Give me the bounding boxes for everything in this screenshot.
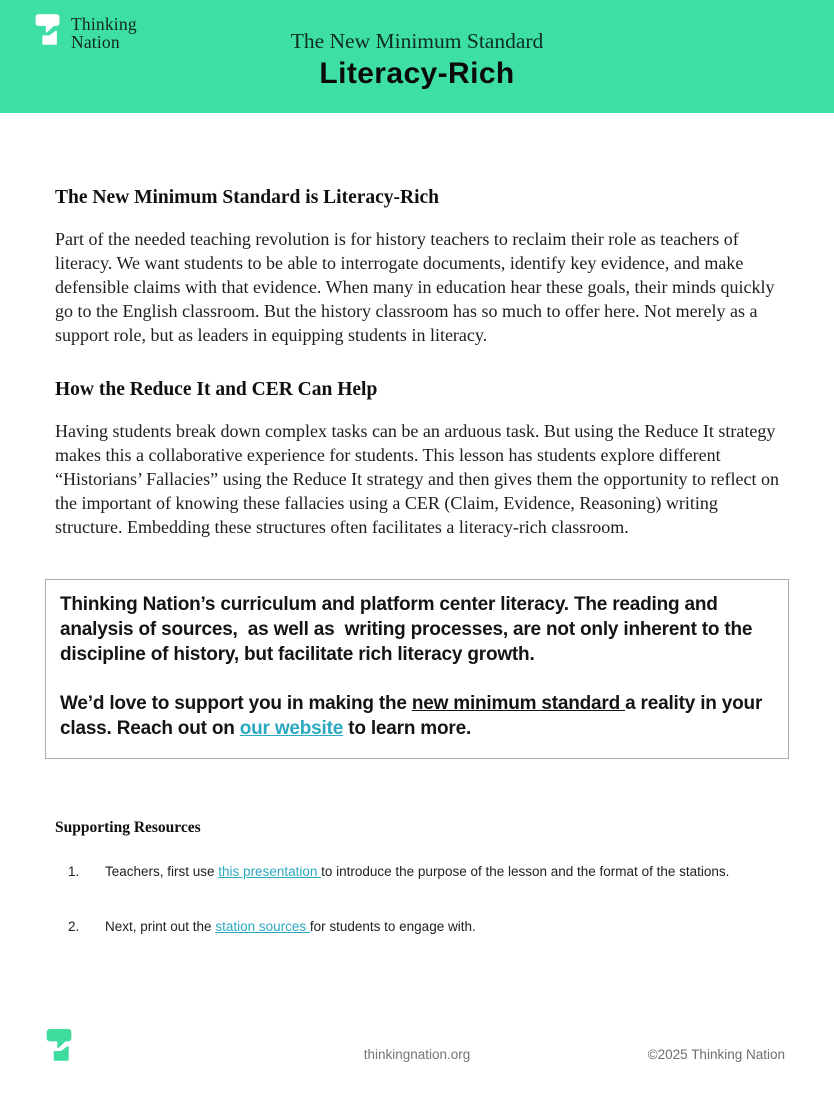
brand-logo xyxy=(33,13,137,51)
supporting-resources-list xyxy=(68,862,779,935)
resource-1-text-post: to introduce the purpose of the lesson and the format of the stations. xyxy=(321,864,730,880)
banner-subtitle: The New Minimum Standard xyxy=(290,29,544,53)
callout-box xyxy=(45,579,789,759)
this-presentation-link[interactable]: this presentation xyxy=(218,864,322,880)
footer-website-text: thinkingnation.org xyxy=(363,1047,471,1062)
our-website-link[interactable]: our website xyxy=(239,717,344,739)
banner-title: Literacy-Rich xyxy=(319,57,515,90)
callout-p2-text-3: to learn more. xyxy=(343,717,472,739)
callout-paragraph-2 xyxy=(60,692,774,742)
resource-2-text-post: for students to engage with. xyxy=(309,918,476,934)
page-footer xyxy=(0,1022,834,1086)
header-banner xyxy=(0,0,834,113)
section-heading-reduce-it-cer: How the Reduce It and CER Can Help xyxy=(55,378,378,400)
brand-wordmark xyxy=(71,13,137,51)
section-heading-new-minimum-standard: The New Minimum Standard is Literacy-Rich xyxy=(55,187,440,208)
brand-wordmark-line1: Thinking xyxy=(71,14,137,34)
station-sources-link[interactable]: station sources xyxy=(215,918,310,934)
callout-paragraph-1: Thinking Nation’s curriculum and platform center literacy. The reading and analysis of sources, as well as writing processes, are not only inherent to the discipline of history, but facilitate rich literacy growth. xyxy=(60,594,758,665)
resource-1-text-pre: Teachers, first use xyxy=(105,864,219,880)
footer-copyright-text: ©2025 Thinking Nation xyxy=(647,1047,785,1062)
brand-wordmark-line2: Nation xyxy=(71,31,120,52)
resource-item-1 xyxy=(68,862,758,881)
thinking-nation-logo-icon xyxy=(33,13,62,51)
supporting-resources-section xyxy=(55,819,779,935)
document-body xyxy=(0,187,834,936)
callout-p2-text-1: We’d love to support you in making the xyxy=(60,692,412,714)
resource-2-text-pre: Next, print out the xyxy=(105,918,216,934)
callout-p2-text-2: a reality in your class. Reach out on xyxy=(60,692,768,739)
resource-item-2 xyxy=(68,917,758,936)
section-paragraph-reduce-it-cer: Having students break down complex tasks can be an arduous task. But using the Reduce It strategy makes this a collaborative experience for students. This lesson has students explore different “Historians’ Fallacies” using the Reduce It strategy and then gives them the opportunity to reflect on the important of knowing these fallacies using a CER (Claim, Evidence, Reasoning) writing structure. Embedding these structures often facilitates a literacy-rich classroom. xyxy=(55,420,779,537)
callout-underlined-phrase: new minimum standard xyxy=(411,692,626,714)
section-paragraph-new-minimum-standard: Part of the needed teaching revolution is for history teachers to reclaim their role as teachers of literacy. We want students to be able to interrogate documents, identify key evidence, and make defensible claims with that evidence. When many in education hear these goals, their minds quickly go to the English classroom. But the history classroom has so much to offer here. Not merely as a support role, but as leaders in equipping students in literacy. xyxy=(55,229,775,346)
supporting-resources-heading: Supporting Resources xyxy=(55,819,201,837)
